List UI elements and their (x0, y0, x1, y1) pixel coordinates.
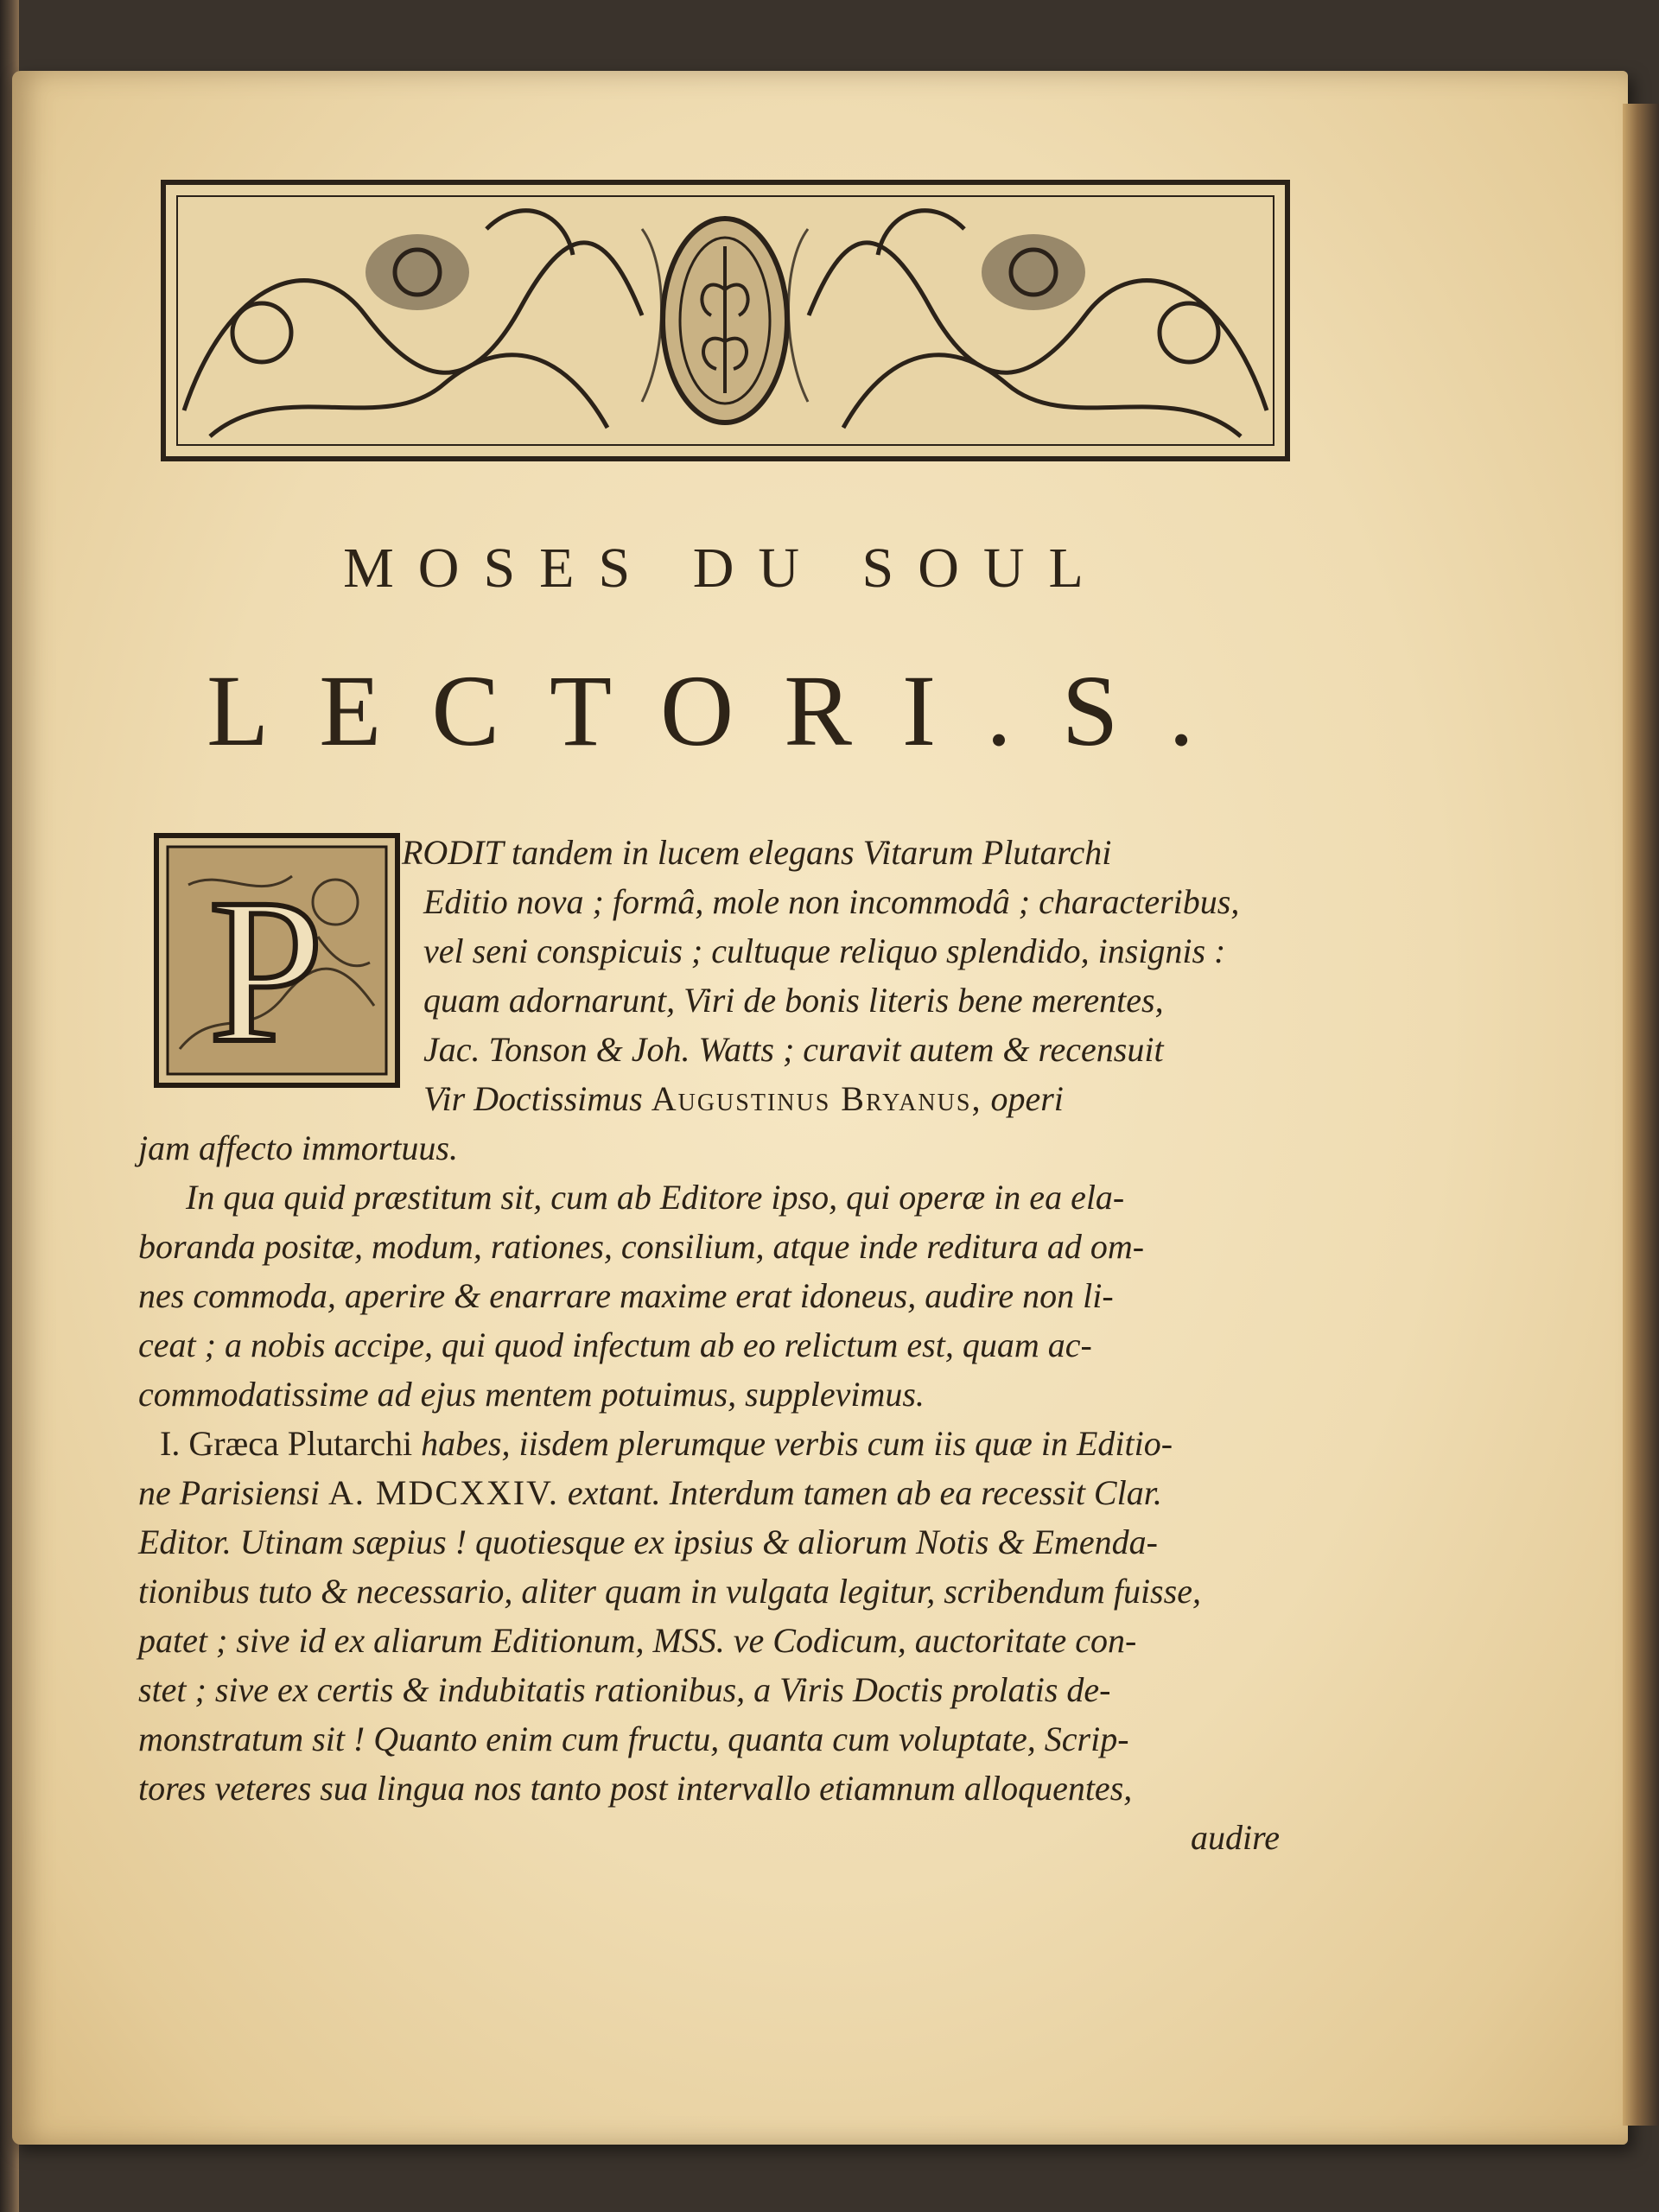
p3-line1-roman: I. Græca Plutarchi (160, 1424, 413, 1463)
initial-letter: P (208, 855, 324, 1085)
page-edge (1623, 104, 1659, 2126)
p3-line3: Editor. Utinam sæpius ! quotiesque ex ipsius & aliorum Notis & Emenda- (138, 1522, 1158, 1561)
p2-line5: commodatissime ad ejus mentem potuimus, supplevimus. (138, 1375, 925, 1414)
catchword: audire (1191, 1818, 1280, 1857)
p3-line1-italic: habes, iisdem plerumque verbis cum iis quæ in Editio- (421, 1424, 1173, 1463)
p3-line2 (138, 1472, 1162, 1513)
p2-line2: boranda positæ, modum, rationes, consilium, atque inde reditura ad om- (138, 1227, 1145, 1266)
p1-line6-start: Vir Doctissimus (423, 1079, 643, 1118)
p1-line5: Jac. Tonson & Joh. Watts ; curavit autem & recensuit (423, 1030, 1164, 1069)
p3-line8: tores veteres sua lingua nos tanto post intervallo etiamnum alloquentes, (138, 1769, 1133, 1808)
p2-line4: ceat ; a nobis accipe, qui quod infectum ab eo relictum est, quam ac- (138, 1325, 1092, 1364)
p1-line3: vel seni conspicuis ; cultuque reliquo splendido, insignis : (423, 931, 1226, 970)
p3-line2-date: A. MDCXXIV. (327, 1473, 559, 1512)
address-heading: LECTORI.S. (207, 654, 1244, 767)
decorated-initial (154, 833, 400, 1088)
headpiece-ornament (158, 177, 1293, 464)
p1-line7: jam affecto immortuus. (138, 1128, 458, 1167)
p3-line2-end: extant. Interdum tamen ab ea recessit Clar. (567, 1473, 1162, 1512)
p3-line2-start: ne Parisiensi (138, 1473, 320, 1512)
p1-line6-end: operi (990, 1079, 1064, 1118)
p3-line6: stet ; sive ex certis & indubitatis rationibus, a Viris Doctis prolatis de- (138, 1670, 1111, 1709)
p1-line4: quam adornarunt, Viri de bonis literis bene merentes, (423, 981, 1164, 1020)
p3-line4: tionibus tuto & necessario, aliter quam in vulgata legitur, scribendum fuisse, (138, 1572, 1201, 1611)
p1-line2: Editio nova ; formâ, mole non incommodâ ; characteribus, (423, 882, 1240, 921)
p3-line5: patet ; sive id ex aliarum Editionum, MSS. ve Codicum, auctoritate con- (138, 1621, 1137, 1660)
p3-line7: monstratum sit ! Quanto enim cum fructu, quanta cum voluptate, Scrip- (138, 1719, 1129, 1758)
p1-line1: RODIT tandem in lucem elegans Vitarum Plutarchi (402, 833, 1112, 872)
p2-line3: nes commoda, aperire & enarrare maxime erat idoneus, audire non li- (138, 1276, 1114, 1315)
p3-line1 (160, 1423, 1173, 1464)
editor-name: Augustinus Bryanus, (651, 1079, 982, 1118)
p1-line6 (423, 1078, 1064, 1119)
p2-line1: In qua quid præstitum sit, cum ab Editore ipso, qui operæ in ea ela- (186, 1178, 1125, 1217)
author-heading: MOSES DU SOUL (343, 537, 1108, 600)
